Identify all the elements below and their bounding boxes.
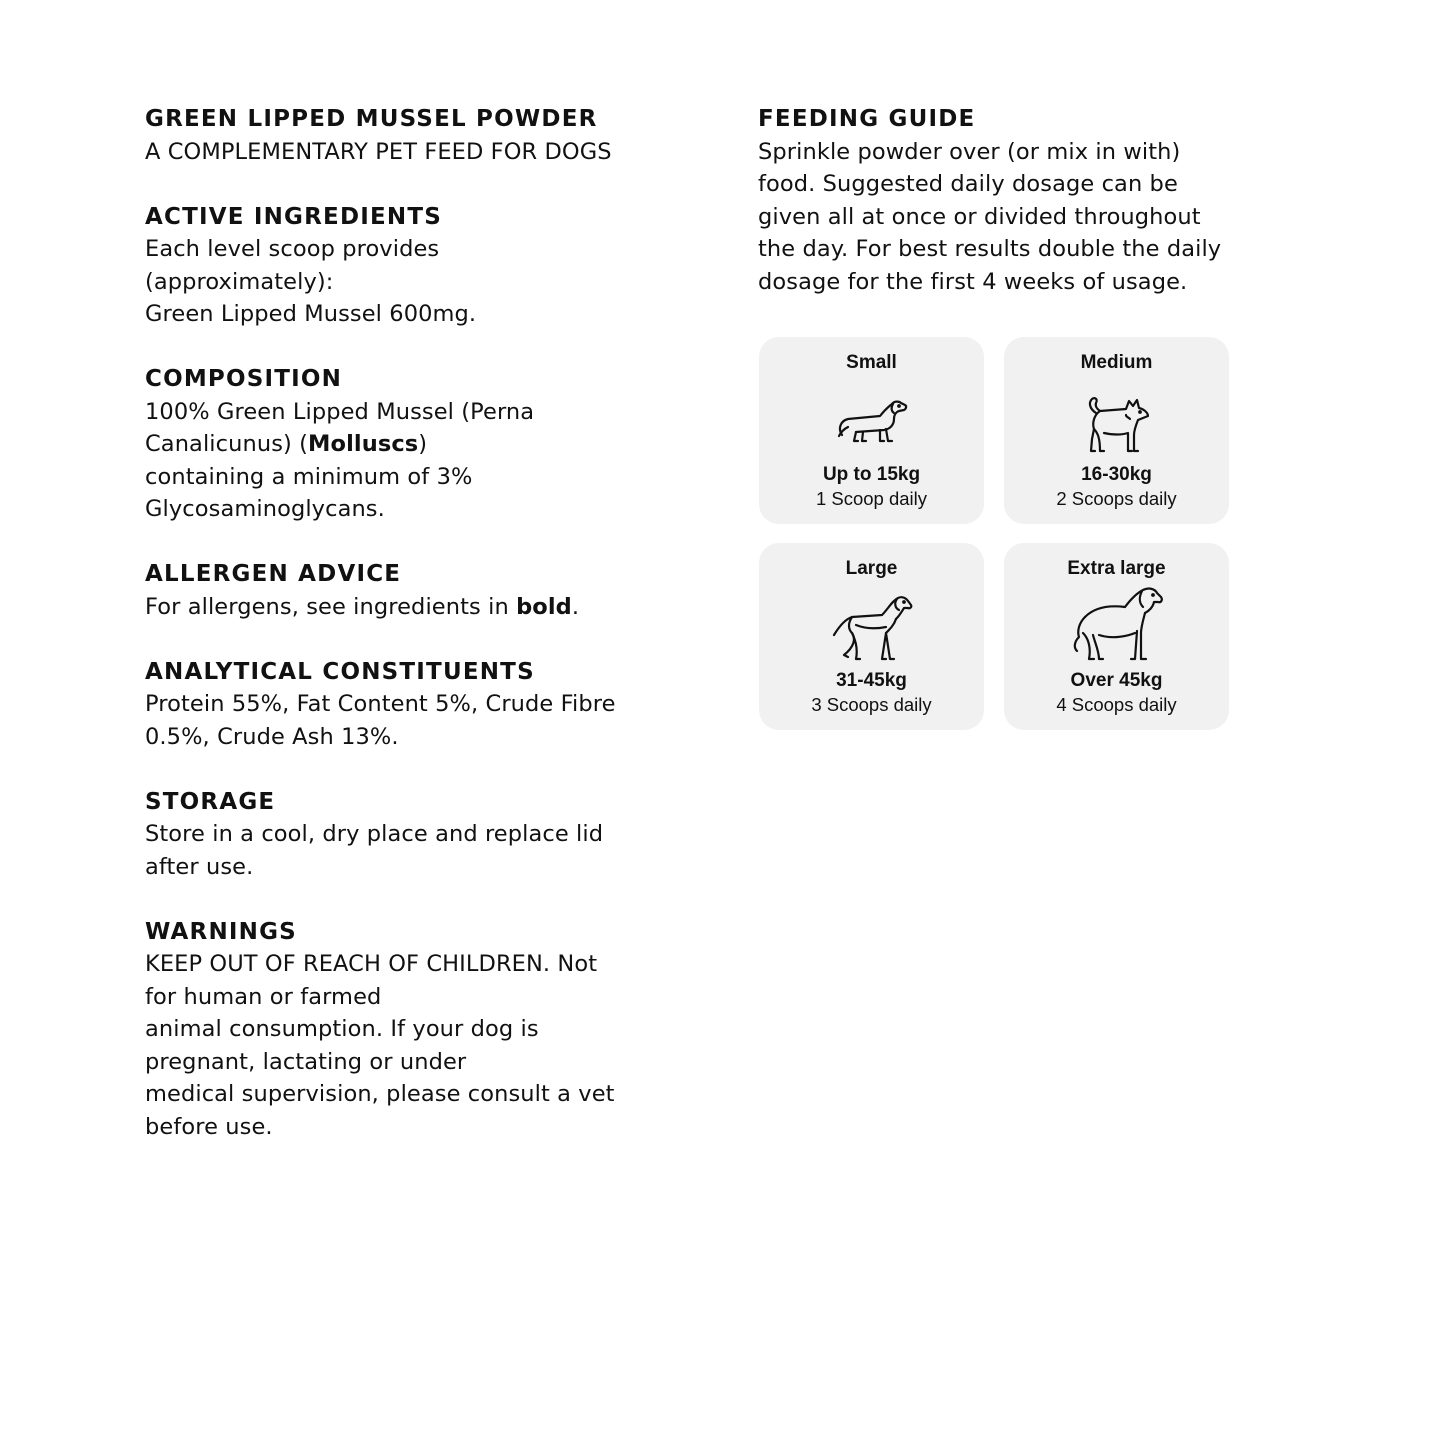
- dosage-card-dose: 4 Scoops daily: [1056, 694, 1177, 715]
- small-dog-icon: [836, 399, 908, 449]
- product-title: GREEN LIPPED MUSSEL POWDER: [145, 106, 598, 132]
- composition-section: [145, 363, 705, 526]
- storage-section: [145, 786, 705, 884]
- analytical-section: [145, 656, 705, 754]
- feeding-guide-heading: FEEDING GUIDE: [758, 106, 976, 132]
- dosage-card-small: [759, 337, 984, 524]
- storage-text: Store in a cool, dry place and replace lid after use.: [145, 821, 604, 880]
- allergen-section: [145, 558, 705, 623]
- warnings-section: [145, 916, 705, 1144]
- dosage-card-weight: 16-30kg: [1081, 464, 1152, 485]
- analytical-heading: ANALYTICAL CONSTITUENTS: [145, 658, 535, 685]
- dosage-card-size: Medium: [1080, 352, 1153, 373]
- dosage-card-dose: 3 Scoops daily: [811, 694, 932, 715]
- dosage-card-extra-large: [1004, 543, 1229, 730]
- dosage-card-dose: 1 Scoop daily: [815, 488, 928, 509]
- dosage-card-size: Extra large: [1067, 558, 1166, 579]
- active-ingredients-text: Each level scoop provides (approximately): Green Lipped Mussel 600mg.: [145, 236, 477, 327]
- allergen-text: For allergens, see ingredients in bold.: [145, 593, 580, 620]
- dosage-card-weight: Over 45kg: [1070, 670, 1163, 691]
- feeding-guide-text: Sprinkle powder over (or mix in with) food. Suggested daily dosage can be given all at once or divided throughout the day. For best results double the daily dosage for the first 4 weeks of usage.: [758, 138, 1222, 295]
- large-dog-icon: [830, 595, 914, 661]
- feeding-guide-section: [758, 103, 1318, 298]
- dosage-card-size: Large: [845, 558, 898, 579]
- composition-text: 100% Green Lipped Mussel (Perna Canalicunus) (Molluscs) containing a minimum of 3% Glycosaminoglycans.: [145, 398, 535, 522]
- left-column: [145, 103, 705, 1143]
- warnings-text: KEEP OUT OF REACH OF CHILDREN. Not for human or farmed animal consumption. If your dog is pregnant, lactating or under medical supervision, please consult a vet before use.: [145, 951, 615, 1140]
- allergen-molluscs: Molluscs: [308, 431, 419, 457]
- medium-dog-icon: [1082, 395, 1152, 457]
- active-ingredients-heading: ACTIVE INGREDIENTS: [145, 203, 443, 230]
- dosage-card-large: [759, 543, 984, 730]
- product-subtitle: A COMPLEMENTARY PET FEED FOR DOGS: [145, 138, 612, 165]
- storage-heading: STORAGE: [145, 788, 276, 815]
- analytical-text: Protein 55%, Fat Content 5%, Crude Fibre 0.5%, Crude Ash 13%.: [145, 691, 616, 750]
- dosage-card-weight: 31-45kg: [836, 670, 907, 691]
- right-column: [758, 103, 1318, 298]
- dosage-card-medium: [1004, 337, 1229, 524]
- composition-heading: COMPOSITION: [145, 366, 343, 392]
- active-ingredients-section: [145, 201, 705, 331]
- dosage-card-dose: 2 Scoops daily: [1056, 488, 1177, 509]
- extra-large-dog-icon: [1069, 587, 1165, 663]
- warnings-heading: WARNINGS: [145, 918, 297, 945]
- dosage-card-size: Small: [846, 352, 897, 373]
- product-section: [145, 103, 705, 168]
- dosage-card-weight: Up to 15kg: [822, 464, 921, 485]
- allergen-heading: ALLERGEN ADVICE: [145, 561, 402, 587]
